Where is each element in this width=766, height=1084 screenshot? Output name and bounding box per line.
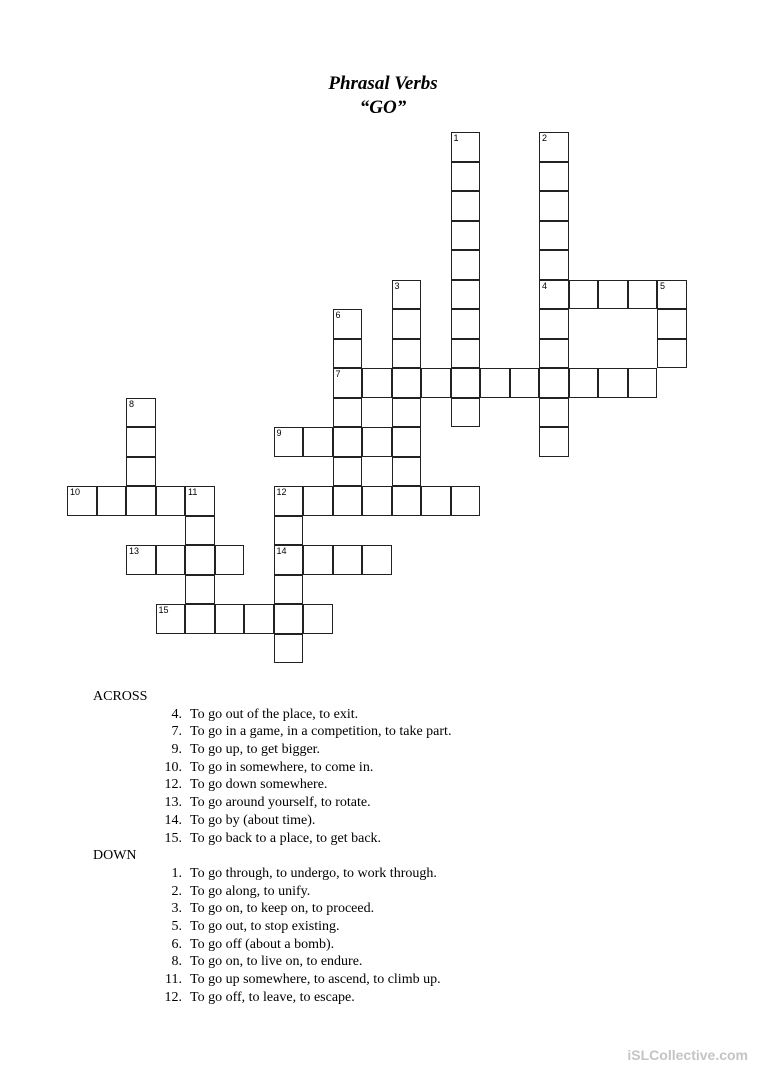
- crossword-cell[interactable]: [303, 486, 333, 516]
- watermark: iSLCollective.com: [627, 1047, 748, 1063]
- across-clue: [0, 776, 766, 794]
- clue-num: 12.: [164, 777, 182, 793]
- crossword-cell[interactable]: [274, 486, 304, 516]
- crossword-cell[interactable]: [539, 250, 569, 280]
- clue-text: To go around yourself, to rotate.: [190, 795, 371, 811]
- down-clue: [0, 936, 766, 954]
- crossword-cell[interactable]: [185, 545, 215, 575]
- page-subtitle: “GO”: [359, 97, 407, 118]
- crossword-cell[interactable]: [539, 221, 569, 251]
- down-clue: [0, 900, 766, 918]
- crossword-cell[interactable]: [392, 486, 422, 516]
- clue-number: 13: [129, 546, 140, 556]
- crossword-cell[interactable]: [185, 604, 215, 634]
- crossword-cell[interactable]: [333, 309, 363, 339]
- clue-num: 11.: [165, 972, 182, 988]
- clue-num: 13.: [164, 795, 182, 811]
- clue-text: To go on, to live on, to endure.: [190, 954, 363, 970]
- crossword-cell[interactable]: [451, 250, 481, 280]
- crossword-cell[interactable]: [303, 545, 333, 575]
- crossword-cell[interactable]: [244, 604, 274, 634]
- clue-num: 12.: [164, 989, 182, 1005]
- clues-section: [0, 688, 766, 1006]
- clue-number: 15: [158, 605, 169, 615]
- crossword-cell[interactable]: [510, 368, 540, 398]
- clue-num: 4.: [171, 706, 182, 722]
- crossword-cell[interactable]: [126, 545, 156, 575]
- across-clue: [0, 812, 766, 830]
- clue-num: 1.: [171, 865, 182, 881]
- crossword-cell[interactable]: [303, 604, 333, 634]
- clue-num: 10.: [164, 759, 182, 775]
- crossword-cell[interactable]: [333, 339, 363, 369]
- crossword-cell[interactable]: [539, 280, 569, 310]
- clue-text: To go back to a place, to get back.: [190, 830, 382, 846]
- crossword-cell[interactable]: [539, 309, 569, 339]
- clue-text: To go in somewhere, to come in.: [190, 759, 374, 775]
- crossword-cell[interactable]: [392, 427, 422, 457]
- clue-num: 5.: [171, 918, 182, 934]
- clue-text: To go by (about time).: [190, 812, 316, 828]
- crossword-cell[interactable]: [126, 398, 156, 428]
- crossword-cell[interactable]: [156, 486, 186, 516]
- crossword-cell[interactable]: [657, 309, 687, 339]
- crossword-cell[interactable]: [451, 486, 481, 516]
- crossword-cell[interactable]: [421, 368, 451, 398]
- clue-text: To go through, to undergo, to work through.: [190, 865, 437, 881]
- crossword-cell[interactable]: [274, 516, 304, 546]
- down-clue: [0, 883, 766, 901]
- clue-text: To go off, to leave, to escape.: [190, 989, 355, 1005]
- crossword-cell[interactable]: [628, 368, 658, 398]
- crossword-cell[interactable]: [185, 575, 215, 605]
- clue-number: 1: [453, 133, 459, 143]
- clue-num: 3.: [171, 901, 182, 917]
- crossword-cell[interactable]: [185, 486, 215, 516]
- crossword-cell[interactable]: [333, 457, 363, 487]
- clue-number: 6: [335, 310, 341, 320]
- across-clue-list: [0, 706, 766, 848]
- clue-text: To go off (about a bomb).: [190, 936, 335, 952]
- crossword-cell[interactable]: [333, 427, 363, 457]
- clue-number: 4: [542, 280, 548, 291]
- crossword-cell[interactable]: [392, 280, 422, 310]
- crossword-cell[interactable]: [97, 486, 127, 516]
- clue-num: 9.: [171, 742, 182, 758]
- clue-number: 12: [276, 487, 287, 497]
- clue-num: 14.: [164, 812, 182, 828]
- down-clue: [0, 918, 766, 936]
- clue-num: 2.: [171, 883, 182, 899]
- crossword-cell[interactable]: [539, 339, 569, 369]
- across-clue: [0, 794, 766, 812]
- crossword-cell[interactable]: [392, 457, 422, 487]
- down-heading: DOWN: [93, 848, 137, 864]
- crossword-cell[interactable]: [628, 280, 658, 310]
- across-clue: [0, 830, 766, 848]
- crossword-cell[interactable]: [362, 368, 392, 398]
- across-clue: [0, 706, 766, 724]
- crossword-cell[interactable]: [274, 634, 304, 664]
- crossword-cell[interactable]: [451, 339, 481, 369]
- crossword-cell[interactable]: [657, 339, 687, 369]
- crossword-cell[interactable]: [215, 604, 245, 634]
- across-clue: [0, 723, 766, 741]
- clue-number: 8: [129, 398, 135, 409]
- crossword-cell[interactable]: [569, 280, 599, 310]
- down-clue: [0, 953, 766, 971]
- crossword-cell[interactable]: [67, 486, 97, 516]
- crossword-cell[interactable]: [156, 604, 186, 634]
- clue-text: To go up somewhere, to ascend, to climb up.: [190, 972, 441, 988]
- crossword-cell[interactable]: [569, 368, 599, 398]
- down-clue: [0, 971, 766, 989]
- clue-num: 6.: [171, 936, 182, 952]
- clue-text: To go out of the place, to exit.: [190, 706, 359, 722]
- crossword-cell[interactable]: [451, 221, 481, 251]
- clue-number: 3: [394, 280, 400, 291]
- down-clue: [0, 989, 766, 1007]
- page-title: Phrasal Verbs: [328, 73, 438, 94]
- clue-text: To go out, to stop existing.: [190, 918, 340, 934]
- crossword-cell[interactable]: [362, 545, 392, 575]
- crossword-cell[interactable]: [274, 545, 304, 575]
- crossword-cell[interactable]: [126, 427, 156, 457]
- clue-num: 7.: [171, 724, 182, 740]
- crossword-cell[interactable]: [451, 280, 481, 310]
- across-heading: ACROSS: [93, 689, 148, 704]
- clue-num: 8.: [171, 954, 182, 970]
- crossword-cell[interactable]: [333, 486, 363, 516]
- clue-text: To go down somewhere.: [190, 777, 328, 793]
- crossword-cell[interactable]: [126, 457, 156, 487]
- crossword-cell[interactable]: [215, 545, 245, 575]
- clue-number: 7: [335, 369, 341, 379]
- crossword-cell[interactable]: [657, 280, 687, 310]
- clue-text: To go on, to keep on, to proceed.: [190, 901, 375, 917]
- crossword-cell[interactable]: [451, 191, 481, 221]
- crossword-cell[interactable]: [156, 545, 186, 575]
- clue-text: To go up, to get bigger.: [190, 742, 321, 758]
- crossword-cell[interactable]: [333, 398, 363, 428]
- crossword-cell[interactable]: [333, 368, 363, 398]
- down-clue-list: [0, 865, 766, 1007]
- across-clue: [0, 741, 766, 759]
- across-clue: [0, 759, 766, 777]
- crossword-cell[interactable]: [451, 132, 481, 162]
- crossword-cell[interactable]: [539, 132, 569, 162]
- crossword-cell[interactable]: [185, 516, 215, 546]
- clue-number: 2: [542, 133, 548, 143]
- crossword-cell[interactable]: [362, 427, 392, 457]
- clue-num: 15.: [164, 830, 182, 846]
- clue-number: 5: [660, 280, 666, 291]
- clue-number: 10: [70, 487, 81, 497]
- crossword-cell[interactable]: [451, 368, 481, 398]
- clue-text: To go along, to unify.: [190, 883, 311, 899]
- clue-number: 11: [188, 487, 198, 497]
- crossword-cell[interactable]: [451, 398, 481, 428]
- crossword-cell[interactable]: [421, 486, 451, 516]
- crossword-cell[interactable]: [539, 162, 569, 192]
- crossword-cell[interactable]: [392, 398, 422, 428]
- crossword-cell[interactable]: [362, 486, 392, 516]
- crossword-cell[interactable]: [480, 368, 510, 398]
- crossword-cell[interactable]: [539, 398, 569, 428]
- crossword-cell[interactable]: [451, 309, 481, 339]
- clue-number: 9: [276, 428, 282, 438]
- crossword-cell[interactable]: [539, 427, 569, 457]
- crossword-cell[interactable]: [539, 191, 569, 221]
- crossword-cell[interactable]: [274, 604, 304, 634]
- crossword-cell[interactable]: [303, 427, 333, 457]
- crossword-cell[interactable]: [274, 427, 304, 457]
- crossword-cell[interactable]: [392, 368, 422, 398]
- crossword-cell[interactable]: [333, 545, 363, 575]
- crossword-cell[interactable]: [451, 162, 481, 192]
- crossword-cell[interactable]: [598, 280, 628, 310]
- clue-number: 14: [276, 546, 287, 556]
- crossword-cell[interactable]: [126, 486, 156, 516]
- clue-text: To go in a game, in a competition, to take part.: [190, 724, 452, 740]
- crossword-cell[interactable]: [274, 575, 304, 605]
- crossword-cell[interactable]: [539, 368, 569, 398]
- crossword-cell[interactable]: [392, 309, 422, 339]
- crossword-cell[interactable]: [392, 339, 422, 369]
- down-clue: [0, 865, 766, 883]
- crossword-cell[interactable]: [598, 368, 628, 398]
